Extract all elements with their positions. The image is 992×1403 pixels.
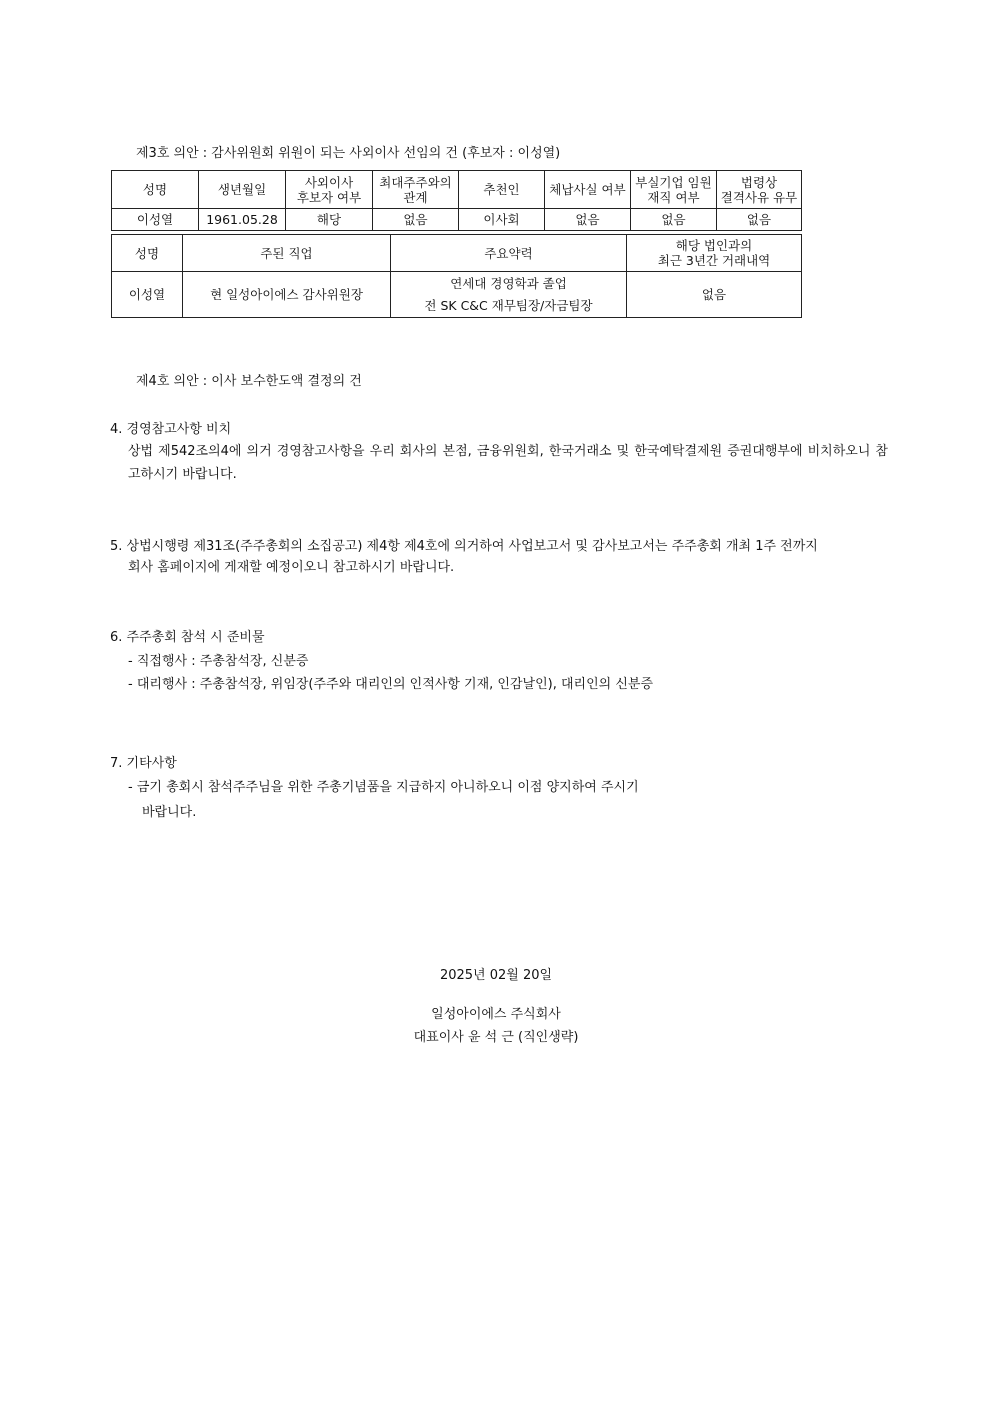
section6-item-proxy: - 대리행사 : 주총참석장, 위임장(주주와 대리인의 인적사항 기재, 인감날인), 대리인의 신분증 <box>128 677 654 692</box>
header-tax-delinquency: 체납사실 여부 <box>545 171 631 209</box>
section6-item-direct: - 직접행사 : 주총참석장, 신분증 <box>128 654 309 669</box>
candidate-table-header-row <box>112 171 802 209</box>
section5-line1: 5. 상법시행령 제31조(주주총회의 소집공고) 제4항 제4호에 의거하여 사업보고서 및 감사보고서는 주주총회 개최 1주 전까지 <box>110 539 818 554</box>
cell-major-shareholder-relation: 없음 <box>373 209 459 231</box>
cell-major-career: 연세대 경영학과 졸업 전 SK C&C 재무팀장/자금팀장 <box>391 272 627 318</box>
section6-heading: 6. 주주총회 참석 시 준비물 <box>110 630 265 645</box>
header-transaction-history: 해당 법인과의 최근 3년간 거래내역 <box>627 235 802 272</box>
section4-body: 상법 제542조의4에 의거 경영참고사항을 우리 회사의 본점, 금융위원회, 한국거래소 및 한국예탁결제원 증권대행부에 비치하오니 참고하시기 바랍니다. <box>128 444 888 482</box>
section7-heading: 7. 기타사항 <box>110 756 177 771</box>
career-table-header-row <box>112 235 802 272</box>
cell-outside-director: 해당 <box>286 209 373 231</box>
header-outside-director: 사외이사 후보자 여부 <box>286 171 373 209</box>
agenda3-title: 제3호 의안 : 감사위원회 위원이 되는 사외이사 선임의 건 (후보자 : 이성열) <box>136 146 561 161</box>
header-legal-disqualification: 법령상 결격사유 유무 <box>717 171 802 209</box>
candidate-info-table <box>111 170 802 231</box>
header-birthdate: 생년월일 <box>199 171 286 209</box>
cell-birthdate: 1961.05.28 <box>199 209 286 231</box>
candidate-career-table <box>111 234 802 318</box>
header-insolvent-company-officer: 부실기업 임원 재직 여부 <box>631 171 717 209</box>
ceo-signature: 대표이사 윤 석 근 (직인생략) <box>413 1030 579 1045</box>
company-name: 일성아이에스 주식회사 <box>431 1007 561 1022</box>
section4-heading: 4. 경영참고사항 비치 <box>110 422 232 437</box>
notice-date: 2025년 02월 20일 <box>439 968 553 983</box>
section5-line2: 회사 홈페이지에 게재할 예정이오니 참고하시기 바랍니다. <box>128 560 455 575</box>
cell-name: 이성열 <box>112 272 183 318</box>
cell-legal-disqualification: 없음 <box>717 209 802 231</box>
cell-tax-delinquency: 없음 <box>545 209 631 231</box>
header-name: 성명 <box>112 235 183 272</box>
cell-transaction-history: 없음 <box>627 272 802 318</box>
career-table-row <box>112 272 802 318</box>
header-recommender: 추천인 <box>459 171 545 209</box>
agenda4-title: 제4호 의안 : 이사 보수한도액 결정의 건 <box>136 374 362 389</box>
header-name: 성명 <box>112 171 199 209</box>
section7-line1: - 금기 총회시 참석주주님을 위한 주총기념품을 지급하지 아니하오니 이점 양지하여 주시기 <box>128 780 639 795</box>
header-major-shareholder-relation: 최대주주와의 관계 <box>373 171 459 209</box>
header-major-career: 주요약력 <box>391 235 627 272</box>
candidate-table-row <box>112 209 802 231</box>
cell-name: 이성열 <box>112 209 199 231</box>
cell-recommender: 이사회 <box>459 209 545 231</box>
cell-insolvent-company-officer: 없음 <box>631 209 717 231</box>
section7-line2: 바랍니다. <box>142 805 197 820</box>
cell-main-occupation: 현 일성아이에스 감사위원장 <box>183 272 391 318</box>
header-main-occupation: 주된 직업 <box>183 235 391 272</box>
